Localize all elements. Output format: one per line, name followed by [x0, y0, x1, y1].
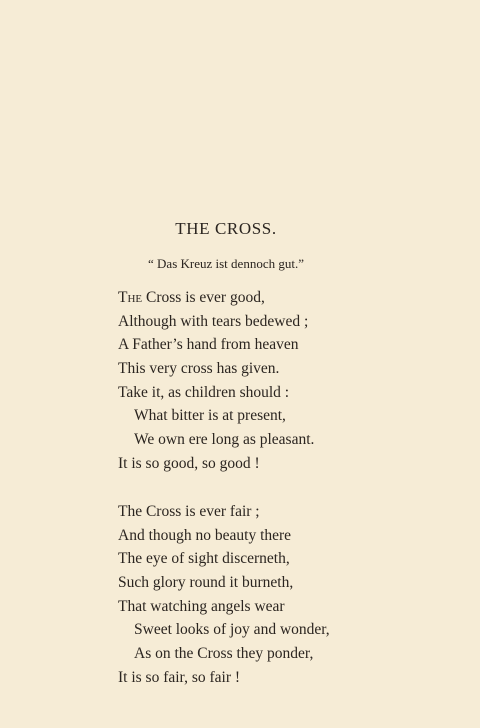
poem-title: THE CROSS.	[175, 219, 277, 238]
verse-line-2-1: The Cross is ever fair ;	[118, 503, 260, 520]
verse-line-2-5: That watching angels wear	[118, 597, 285, 615]
stanza-1	[118, 286, 458, 476]
verse-line-1-6: What bitter is at present,	[134, 407, 286, 425]
poem-epigraph: “ Das Kreuz ist dennoch gut.”	[148, 256, 304, 271]
verse-line-1-2: Although with tears bedewed ;	[118, 312, 309, 330]
verse-line-1-3: A Father’s hand from heaven	[118, 336, 299, 354]
verse-line-2-2: And though no beauty there	[118, 526, 292, 544]
verse-line-1-8: It is so good, so good !	[118, 454, 260, 472]
verse-line-2-3: The eye of sight discerneth,	[118, 550, 290, 568]
verse-line-1-4: This very cross has given.	[118, 360, 280, 378]
verse-line-2-8: It is so fair, so fair !	[118, 668, 241, 686]
verse-line-rest: Cross is ever good,	[142, 289, 265, 306]
verse-line-1-7: We own ere long as pleasant.	[134, 431, 315, 449]
verse-line-2-6: Sweet looks of joy and wonder,	[134, 621, 330, 639]
verse-line-1-5: Take it, as children should :	[118, 383, 290, 401]
verse-line-1-1	[118, 286, 458, 310]
verse-line-2-7: As on the Cross they ponder,	[134, 645, 314, 663]
stanza-2	[118, 500, 458, 690]
verse-line-2-4: Such glory round it burneth,	[118, 574, 294, 592]
drop-word: The	[118, 289, 143, 306]
